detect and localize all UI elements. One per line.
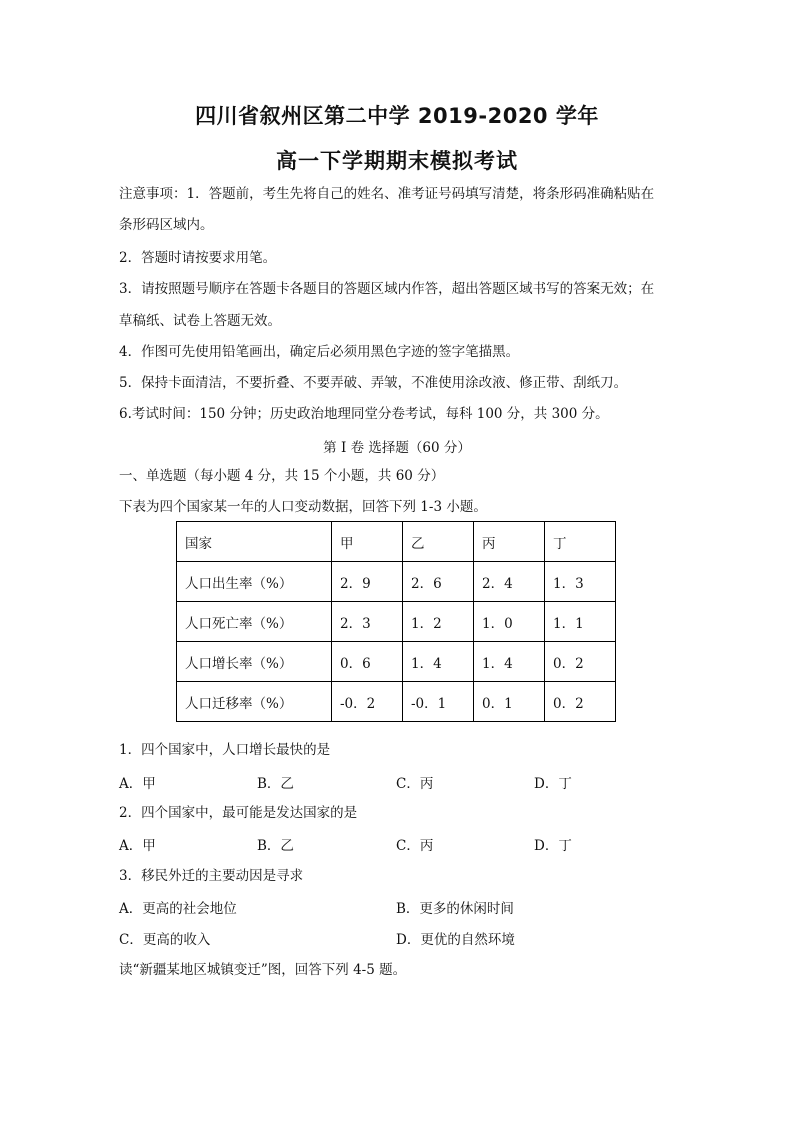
table-cell: 人口出生率（%） bbox=[177, 562, 332, 602]
notes-line: 3．请按照题号顺序在答题卡各题目的答题区域内作答，超出答题区域书写的答案无效；在 bbox=[119, 281, 655, 297]
notes-line: 6.考试时间：150 分钟；历史政治地理同堂分卷考试，每科 100 分，共 300 分。 bbox=[119, 406, 609, 422]
table-cell: 1．4 bbox=[403, 642, 474, 682]
table-cell: 1．3 bbox=[545, 562, 616, 602]
table-header-row bbox=[177, 522, 616, 562]
option-b: B．乙 bbox=[257, 776, 294, 792]
question-stem: 2．四个国家中，最可能是发达国家的是 bbox=[119, 805, 358, 821]
table-header-cell: 丙 bbox=[474, 522, 545, 562]
option-d: D．丁 bbox=[534, 776, 572, 792]
table-cell: -0．2 bbox=[332, 682, 403, 722]
option-c: C．丙 bbox=[396, 838, 434, 854]
table-cell: 1．2 bbox=[403, 602, 474, 642]
table-cell: 0．6 bbox=[332, 642, 403, 682]
option-a: A．甲 bbox=[119, 776, 156, 792]
table-cell: 人口迁移率（%） bbox=[177, 682, 332, 722]
notes-line: 4．作图可先使用铅笔画出，确定后必须用黑色字迹的签字笔描黑。 bbox=[119, 344, 520, 360]
table-cell: 2．3 bbox=[332, 602, 403, 642]
notes-line: 注意事项：1．答题前，考生先将自己的姓名、准考证号码填写清楚，将条形码准确粘贴在 bbox=[119, 186, 655, 202]
table-cell: 人口增长率（%） bbox=[177, 642, 332, 682]
table-row bbox=[177, 562, 616, 602]
notes-line: 草稿纸、试卷上答题无效。 bbox=[119, 313, 281, 329]
table-cell: 2．9 bbox=[332, 562, 403, 602]
exam-title-school: 四川省叙州区第二中学 2019-2020 学年 bbox=[195, 104, 599, 128]
question-intro: 下表为四个国家某一年的人口变动数据，回答下列 1-3 小题。 bbox=[119, 499, 487, 515]
option-c: C．更高的收入 bbox=[119, 932, 211, 948]
table-cell: 0．2 bbox=[545, 642, 616, 682]
section-title: 第 I 卷 选择题（60 分） bbox=[323, 440, 471, 456]
table-row bbox=[177, 602, 616, 642]
table-cell: 2．6 bbox=[403, 562, 474, 602]
option-a: A．更高的社会地位 bbox=[119, 901, 237, 917]
notes-line: 条形码区域内。 bbox=[119, 217, 214, 233]
table-row bbox=[177, 682, 616, 722]
option-c: C．丙 bbox=[396, 776, 434, 792]
option-b: B．乙 bbox=[257, 838, 294, 854]
table-cell: -0．1 bbox=[403, 682, 474, 722]
table-cell: 2．4 bbox=[474, 562, 545, 602]
question-stem: 1．四个国家中，人口增长最快的是 bbox=[119, 742, 331, 758]
option-d: D．丁 bbox=[534, 838, 572, 854]
table-cell: 0．1 bbox=[474, 682, 545, 722]
notes-line: 5．保持卡面清洁，不要折叠、不要弄破、弄皱，不准使用涂改液、修正带、刮纸刀。 bbox=[119, 375, 628, 391]
notes-line: 2．答题时请按要求用笔。 bbox=[119, 250, 277, 266]
table-header-cell: 甲 bbox=[332, 522, 403, 562]
part-title: 一、单选题（每小题 4 分，共 15 个小题，共 60 分） bbox=[119, 468, 445, 484]
option-a: A．甲 bbox=[119, 838, 156, 854]
table-cell: 1．0 bbox=[474, 602, 545, 642]
option-d: D．更优的自然环境 bbox=[396, 932, 515, 948]
table-cell: 1．4 bbox=[474, 642, 545, 682]
table-header-cell: 丁 bbox=[545, 522, 616, 562]
table-header-cell: 乙 bbox=[403, 522, 474, 562]
question-stem: 3．移民外迁的主要动因是寻求 bbox=[119, 868, 304, 884]
question-intro: 读“新疆某地区城镇变迁”图，回答下列 4-5 题。 bbox=[119, 962, 407, 978]
exam-title-name: 高一下学期期末模拟考试 bbox=[276, 149, 518, 173]
table-header-cell: 国家 bbox=[177, 522, 332, 562]
table-cell: 人口死亡率（%） bbox=[177, 602, 332, 642]
option-b: B．更多的休闲时间 bbox=[396, 901, 514, 917]
table-cell: 0．2 bbox=[545, 682, 616, 722]
population-table bbox=[176, 521, 616, 722]
table-cell: 1．1 bbox=[545, 602, 616, 642]
table-row bbox=[177, 642, 616, 682]
